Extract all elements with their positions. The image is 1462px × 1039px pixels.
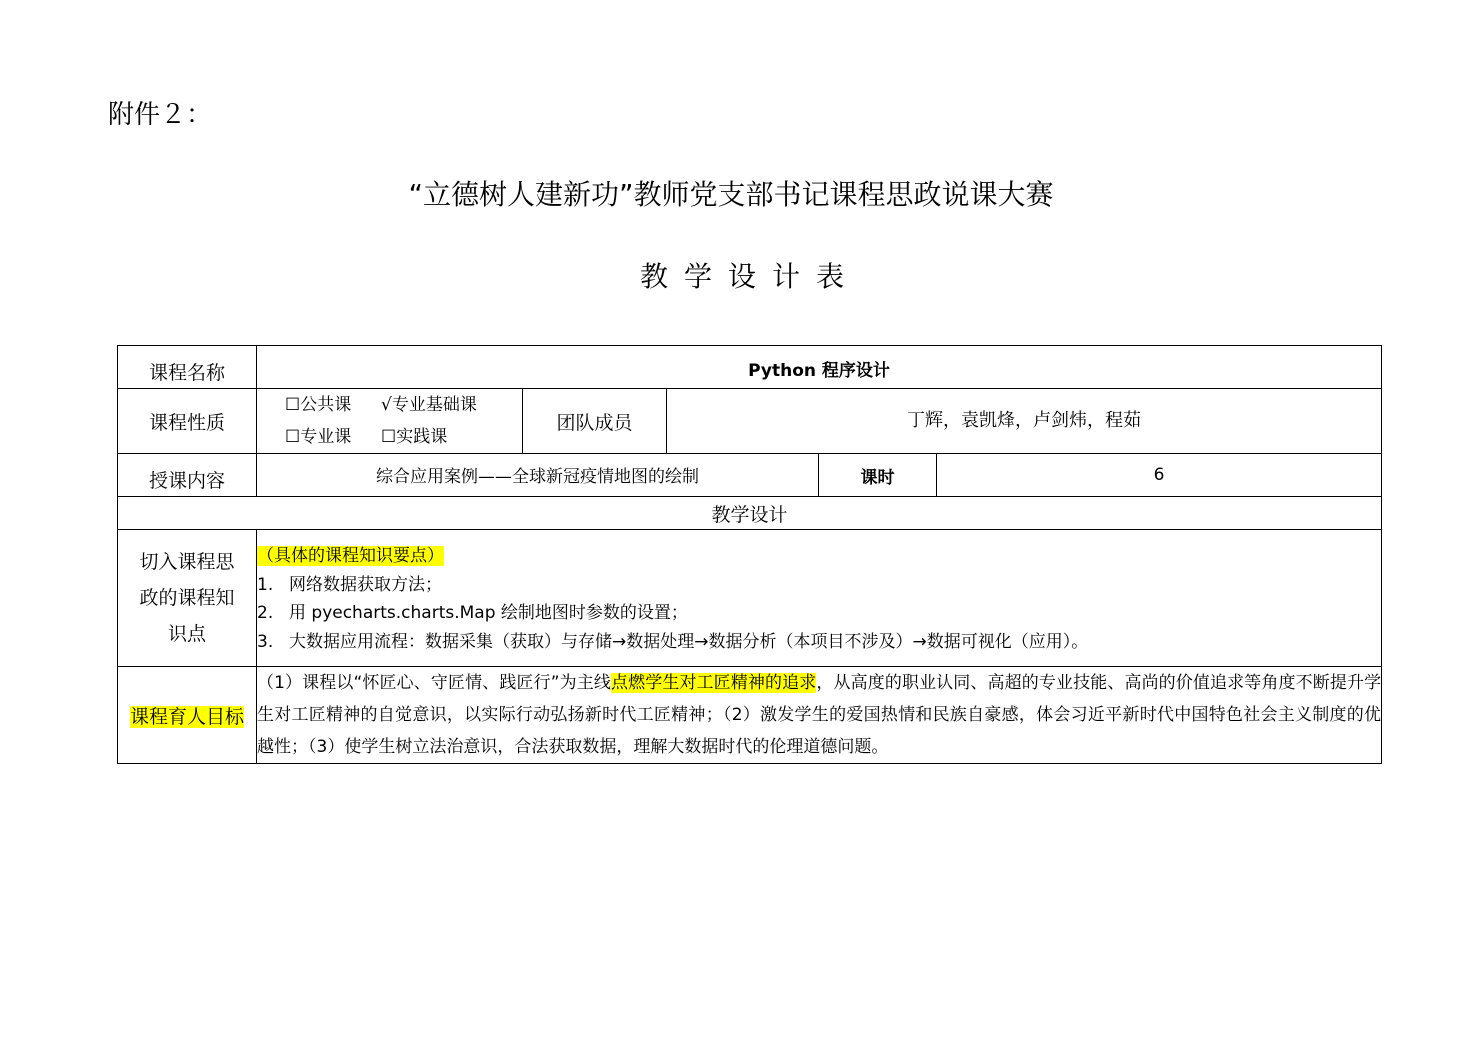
knowledge-points-label-line: 识点	[167, 623, 206, 645]
list-item	[257, 599, 1381, 628]
option-practice-course: ☐实践课	[381, 427, 448, 447]
attachment-label: 附件２：	[108, 100, 213, 130]
course-name-label: 课程名称	[118, 346, 257, 389]
list-item	[257, 571, 1381, 600]
knowledge-points-hint: （具体的课程知识要点）	[257, 546, 444, 566]
document-subtitle: 教学设计表	[639, 260, 860, 293]
knowledge-points-label	[118, 530, 257, 667]
team-members-value: 丁辉，袁凯烽，卢剑炜，程茹	[667, 389, 1382, 454]
design-header-row	[118, 497, 1382, 530]
teaching-content-label: 授课内容	[118, 454, 257, 497]
class-hours-value: 6	[937, 454, 1382, 497]
course-nature-label: 课程性质	[118, 389, 257, 454]
list-item-text: 大数据应用流程：数据采集（获取）与存储→数据处理→数据分析（本项目不涉及）→数据可视化（应用）。	[289, 631, 1089, 652]
list-item-number: 3.	[257, 631, 274, 652]
option-professional-course: ☐专业课	[285, 427, 352, 447]
education-goal-text: （1）课程以“怀匠心、守匠情、践匠行”为主线	[257, 673, 611, 693]
course-name-value: Python 程序设计	[257, 346, 1382, 389]
education-goal-text: ，从高度的职业认同、高超的专业技能、高尚的价值追求等角度不断提升学生对工匠精神的自觉意识，以实际行动弘扬新时代工匠精神；（2）激发学生的爱国热情和民族自豪感，体会习近平新时代中国特色社会主义制度的优越性；（3）使学生树立法治意识，合法获取数据，理解大数据时代的伦理道德问题。	[257, 673, 1382, 757]
list-item-number: 1.	[257, 574, 274, 595]
class-hours-label: 课时	[819, 454, 937, 497]
education-goal-highlight: 点燃学生对工匠精神的追求	[610, 673, 817, 693]
teaching-content-row	[118, 454, 1382, 497]
document-title: “立德树人建新功”教师党支部书记课程思政说课大赛	[408, 178, 1054, 211]
education-goal-content	[257, 667, 1382, 764]
course-nature-options	[257, 389, 523, 454]
course-nature-row	[118, 389, 1382, 454]
team-members-label: 团队成员	[523, 389, 667, 454]
list-item-text: 网络数据获取方法；	[289, 574, 442, 595]
knowledge-points-label-line: 政的课程知	[139, 587, 235, 609]
option-public-course: ☐公共课	[285, 395, 352, 415]
teaching-design-header: 教学设计	[118, 497, 1382, 530]
knowledge-points-label-line: 切入课程思	[139, 551, 235, 573]
list-item-text: 用 pyecharts.charts.Map 绘制地图时参数的设置；	[289, 603, 688, 623]
knowledge-points-row	[118, 530, 1382, 667]
option-professional-basic-course: √专业基础课	[381, 395, 477, 415]
knowledge-points-content	[257, 530, 1382, 667]
teaching-design-table	[117, 345, 1382, 764]
list-item	[257, 628, 1381, 657]
course-name-row	[118, 346, 1382, 389]
list-item-number: 2.	[257, 603, 274, 623]
teaching-content-value: 综合应用案例——全球新冠疫情地图的绘制	[257, 454, 819, 497]
education-goal-label: 课程育人目标	[129, 705, 244, 728]
education-goal-label-cell	[118, 667, 257, 764]
education-goal-row	[118, 667, 1382, 764]
